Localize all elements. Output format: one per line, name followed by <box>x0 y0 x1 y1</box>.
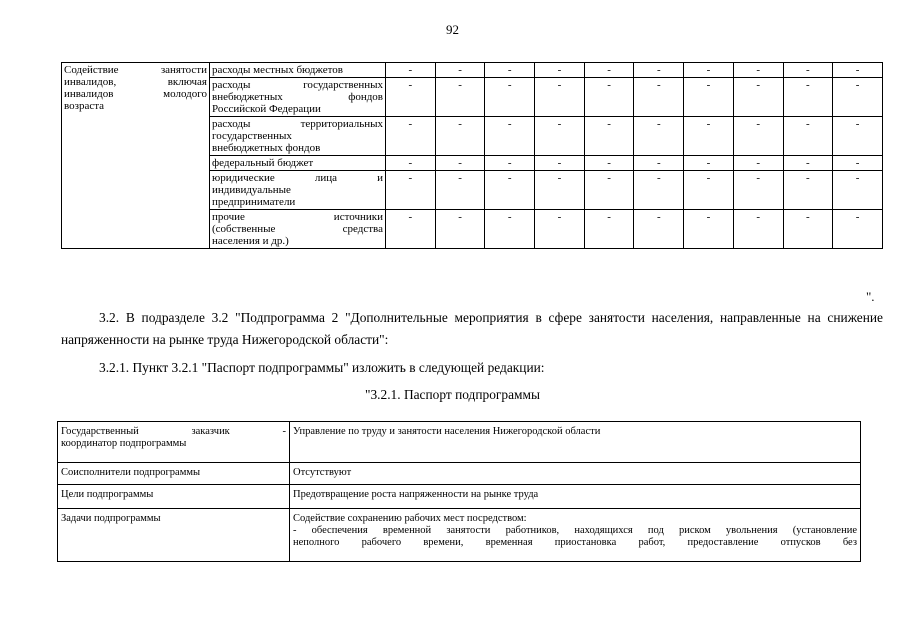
funding-value-cell: - <box>435 117 485 156</box>
funding-value-cell: - <box>584 156 634 171</box>
funding-source-line: внебюджетных фондов <box>212 91 383 103</box>
funding-value-cell: - <box>584 210 634 249</box>
funding-value-cell: - <box>684 156 734 171</box>
measure-line <box>64 64 207 76</box>
funding-value-cell: - <box>783 78 833 117</box>
funding-value-cell: - <box>833 117 883 156</box>
funding-value-cell: - <box>435 156 485 171</box>
label-word: Государственный <box>61 426 139 437</box>
passport-table <box>57 421 861 562</box>
funding-source-line: расходы местных бюджетов <box>212 64 344 76</box>
paragraph-3-2: 3.2. В подразделе 3.2 "Подпрограмма 2 "Дополнительные мероприятия в сфере занятости населения, направленные на снижение напряженности на рынке труда Нижегородской области": <box>61 310 883 347</box>
passport-row-goals <box>58 485 861 509</box>
funding-source-line: государственных <box>212 130 292 142</box>
funding-value-cell: - <box>584 117 634 156</box>
funding-value-cell: - <box>485 156 535 171</box>
funding-value-cell: - <box>833 63 883 78</box>
funding-value-cell: - <box>386 171 436 210</box>
funding-value-cell: - <box>535 171 585 210</box>
funding-source-line: юридические лица и <box>212 172 383 184</box>
funding-value-cell: - <box>535 156 585 171</box>
measure-line <box>64 88 207 100</box>
measure-word: Содействие <box>64 64 119 76</box>
funding-value-cell: - <box>733 171 783 210</box>
funding-value-cell: - <box>584 63 634 78</box>
funding-value-cell: - <box>435 63 485 78</box>
funding-source-line: расходы государственных <box>212 79 383 91</box>
task-line: неполного рабочего времени, временная приостановка работ, предоставление отпусков без <box>293 537 857 548</box>
funding-value-cell: - <box>485 171 535 210</box>
funding-source-line: внебюджетных фондов <box>212 142 321 154</box>
task-line: Содействие сохранению рабочих мест посредством: <box>293 513 527 524</box>
measure-word: возраста <box>64 100 105 112</box>
funding-value-cell: - <box>485 117 535 156</box>
measure-word: молодого <box>163 88 207 100</box>
funding-value-cell: - <box>386 63 436 78</box>
measure-word: занятости <box>160 64 207 76</box>
funding-value-cell: - <box>783 63 833 78</box>
passport-row-customer <box>58 422 861 463</box>
passport-value-goals: Предотвращение роста напряженности на рынке труда <box>290 485 861 509</box>
funding-value-cell: - <box>584 171 634 210</box>
task-line: - обеспечения временной занятости работников, находящихся под риском увольнения (установление <box>293 525 857 536</box>
funding-value-cell: - <box>386 117 436 156</box>
funding-source-cell <box>210 63 386 78</box>
funding-value-cell: - <box>435 78 485 117</box>
funding-value-cell: - <box>684 63 734 78</box>
funding-value-cell: - <box>386 156 436 171</box>
funding-value-cell: - <box>386 210 436 249</box>
funding-source-cell <box>210 210 386 249</box>
funding-value-cell: - <box>783 117 833 156</box>
page-number: 92 <box>446 22 459 37</box>
funding-value-cell: - <box>783 171 833 210</box>
funding-value-cell: - <box>783 210 833 249</box>
funding-value-cell: - <box>733 210 783 249</box>
funding-value-cell: - <box>634 78 684 117</box>
funding-value-cell: - <box>485 63 535 78</box>
label-dash: - <box>282 426 286 437</box>
funding-value-cell: - <box>386 78 436 117</box>
funding-value-cell: - <box>733 156 783 171</box>
funding-value-cell: - <box>684 171 734 210</box>
passport-value-tasks <box>290 509 861 562</box>
funding-value-cell: - <box>535 117 585 156</box>
funding-source-line: индивидуальные <box>212 184 291 196</box>
paragraph-3-2-1: 3.2.1. Пункт 3.2.1 "Паспорт подпрограммы" изложить в следующей редакции: <box>99 360 545 375</box>
measure-line <box>64 76 207 88</box>
funding-value-cell: - <box>634 210 684 249</box>
funding-value-cell: - <box>833 156 883 171</box>
funding-value-cell: - <box>485 210 535 249</box>
passport-value-customer: Управление по труду и занятости населения Нижегородской области <box>290 422 861 463</box>
funding-source-line: населения и др.) <box>212 235 289 247</box>
passport-value-coexecutors: Отсутствуют <box>290 463 861 485</box>
funding-table <box>61 62 883 249</box>
funding-value-cell: - <box>535 63 585 78</box>
closing-quote: ". <box>866 289 875 304</box>
measure-word: включая <box>167 76 207 88</box>
funding-value-cell: - <box>435 210 485 249</box>
funding-value-cell: - <box>634 63 684 78</box>
measure-line <box>64 100 207 112</box>
label-line: координатор подпрограммы <box>61 438 187 449</box>
passport-label-coexecutors: Соисполнители подпрограммы <box>58 463 290 485</box>
funding-value-cell: - <box>833 210 883 249</box>
funding-value-cell: - <box>733 63 783 78</box>
funding-value-cell: - <box>783 156 833 171</box>
funding-value-cell: - <box>684 78 734 117</box>
funding-source-line: (собственные средства <box>212 223 383 235</box>
funding-value-cell: - <box>535 78 585 117</box>
funding-row <box>62 63 883 78</box>
measure-word: инвалидов <box>64 88 114 100</box>
passport-row-tasks <box>58 509 861 562</box>
funding-value-cell: - <box>584 78 634 117</box>
funding-source-line: федеральный бюджет <box>212 157 314 169</box>
funding-source-cell <box>210 78 386 117</box>
label-word: заказчик <box>191 426 230 437</box>
funding-value-cell: - <box>833 171 883 210</box>
funding-value-cell: - <box>634 171 684 210</box>
passport-label-tasks: Задачи подпрограммы <box>58 509 290 562</box>
passport-label-goals: Цели подпрограммы <box>58 485 290 509</box>
passport-row-coexecutors <box>58 463 861 485</box>
funding-source-cell <box>210 117 386 156</box>
funding-value-cell: - <box>435 171 485 210</box>
funding-value-cell: - <box>684 210 734 249</box>
funding-source-line: расходы территориальных <box>212 118 383 130</box>
funding-value-cell: - <box>733 117 783 156</box>
funding-source-line: прочие источники <box>212 211 383 223</box>
funding-source-cell <box>210 156 386 171</box>
funding-source-cell <box>210 171 386 210</box>
funding-value-cell: - <box>833 78 883 117</box>
funding-source-line: Российской Федерации <box>212 103 321 115</box>
funding-value-cell: - <box>634 156 684 171</box>
funding-value-cell: - <box>485 78 535 117</box>
funding-value-cell: - <box>634 117 684 156</box>
funding-source-line: предприниматели <box>212 196 296 208</box>
funding-value-cell: - <box>684 117 734 156</box>
measure-cell <box>62 63 210 249</box>
passport-heading: "3.2.1. Паспорт подпрограммы <box>365 387 540 402</box>
funding-value-cell: - <box>733 78 783 117</box>
measure-word: инвалидов, <box>64 76 117 88</box>
funding-value-cell: - <box>535 210 585 249</box>
passport-label-customer <box>58 422 290 463</box>
